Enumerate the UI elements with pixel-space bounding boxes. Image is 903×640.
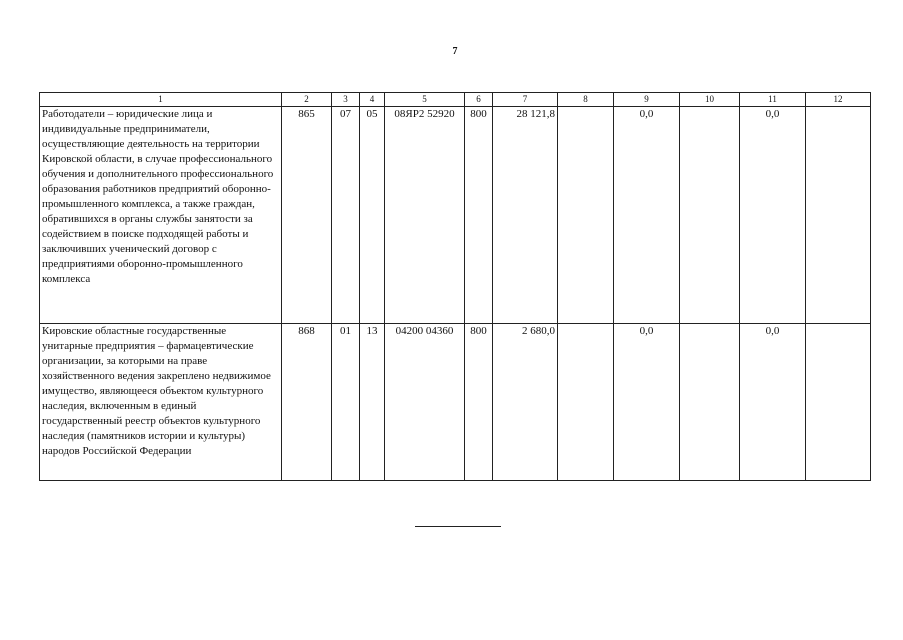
- column-header: 9: [614, 93, 680, 107]
- value-cell: [806, 324, 871, 481]
- recipient-name-cell: Работодатели – юридические лица и индивидуальные предприниматели, осуществляющие деятельность на территории Кировской области, в случае профессионального обучения и дополнительного профессионального образования работников предприятий оборонно-промышленного комплекса, а также граждан, обратившихся в органы службы занятости за содействием в поиске подходящей работы и заключивших ученический договор с предприятиями оборонно-промышленного комплекса: [40, 107, 282, 324]
- column-header: 4: [360, 93, 385, 107]
- ministry-code-cell: 868: [282, 324, 332, 481]
- value-cell: 0,0: [614, 107, 680, 324]
- value-cell: [558, 324, 614, 481]
- recipient-name-cell: Кировские областные государственные унитарные предприятия – фармацевтические организации, за которыми на праве хозяйственного ведения закреплено недвижимое имущество, являющееся объектом культурного наследия, включенным в единый государственный реестр объектов культурного наследия (памятников истории и культуры) народов Российской Федерации: [40, 324, 282, 481]
- value-cell: 0,0: [740, 324, 806, 481]
- value-cell: 0,0: [740, 107, 806, 324]
- page-number: 7: [452, 46, 458, 57]
- column-header: 2: [282, 93, 332, 107]
- section-code-cell: 07: [332, 107, 360, 324]
- column-header: 3: [332, 93, 360, 107]
- column-header: 5: [385, 93, 465, 107]
- column-header: 6: [465, 93, 493, 107]
- closing-rule: [415, 526, 501, 527]
- value-cell: [680, 324, 740, 481]
- value-cell: [806, 107, 871, 324]
- section-code-cell: 01: [332, 324, 360, 481]
- value-cell: 0,0: [614, 324, 680, 481]
- header-row: [40, 93, 871, 107]
- value-cell: [680, 107, 740, 324]
- column-header: 1: [40, 93, 282, 107]
- subsection-code-cell: 13: [360, 324, 385, 481]
- column-header: 12: [806, 93, 871, 107]
- budget-table: [39, 92, 871, 481]
- ministry-code-cell: 865: [282, 107, 332, 324]
- amount-cell: 2 680,0: [493, 324, 558, 481]
- expense-type-cell: 800: [465, 107, 493, 324]
- subsection-code-cell: 05: [360, 107, 385, 324]
- value-cell: [558, 107, 614, 324]
- table-row: [40, 107, 871, 324]
- column-header: 10: [680, 93, 740, 107]
- column-header: 8: [558, 93, 614, 107]
- target-article-cell: 04200 04360: [385, 324, 465, 481]
- column-header: 7: [493, 93, 558, 107]
- table-row: [40, 324, 871, 481]
- amount-cell: 28 121,8: [493, 107, 558, 324]
- target-article-cell: 08ЯР2 52920: [385, 107, 465, 324]
- expense-type-cell: 800: [465, 324, 493, 481]
- column-header: 11: [740, 93, 806, 107]
